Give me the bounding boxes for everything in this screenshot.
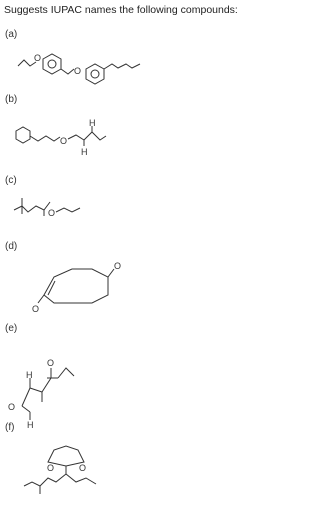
svg-text:O: O — [74, 66, 82, 76]
atom-o-left: O — [47, 463, 55, 473]
atom-o-right: O — [79, 463, 87, 473]
part-d-label: (d) — [5, 241, 18, 252]
atom-h-bottom: H — [81, 147, 88, 157]
svg-text:O: O — [34, 53, 42, 63]
structure-b — [0, 118, 240, 158]
atom-o-left: O — [8, 402, 16, 412]
structure-d — [0, 255, 240, 325]
atom-h-lower: H — [27, 420, 34, 430]
svg-text:O: O — [60, 136, 68, 146]
svg-text:O: O — [48, 208, 56, 218]
part-b-label: (b) — [5, 94, 18, 105]
part-e-label: (e) — [5, 323, 18, 334]
structure-f — [0, 432, 240, 502]
structure-e — [0, 348, 240, 428]
part-a-label: (a) — [5, 29, 18, 40]
atom-o-left: O — [32, 304, 40, 314]
atom-h-top: H — [89, 118, 96, 128]
atom-o-top: O — [47, 358, 55, 368]
atom-o-right: O — [114, 261, 122, 271]
part-f-label: (f) — [5, 422, 15, 433]
question-title: Suggests IUPAC names the following compounds: — [4, 4, 238, 16]
atom-h-upper: H — [26, 370, 33, 380]
part-c-label: (c) — [5, 175, 17, 186]
structure-c — [0, 192, 240, 232]
structure-a — [0, 52, 240, 92]
